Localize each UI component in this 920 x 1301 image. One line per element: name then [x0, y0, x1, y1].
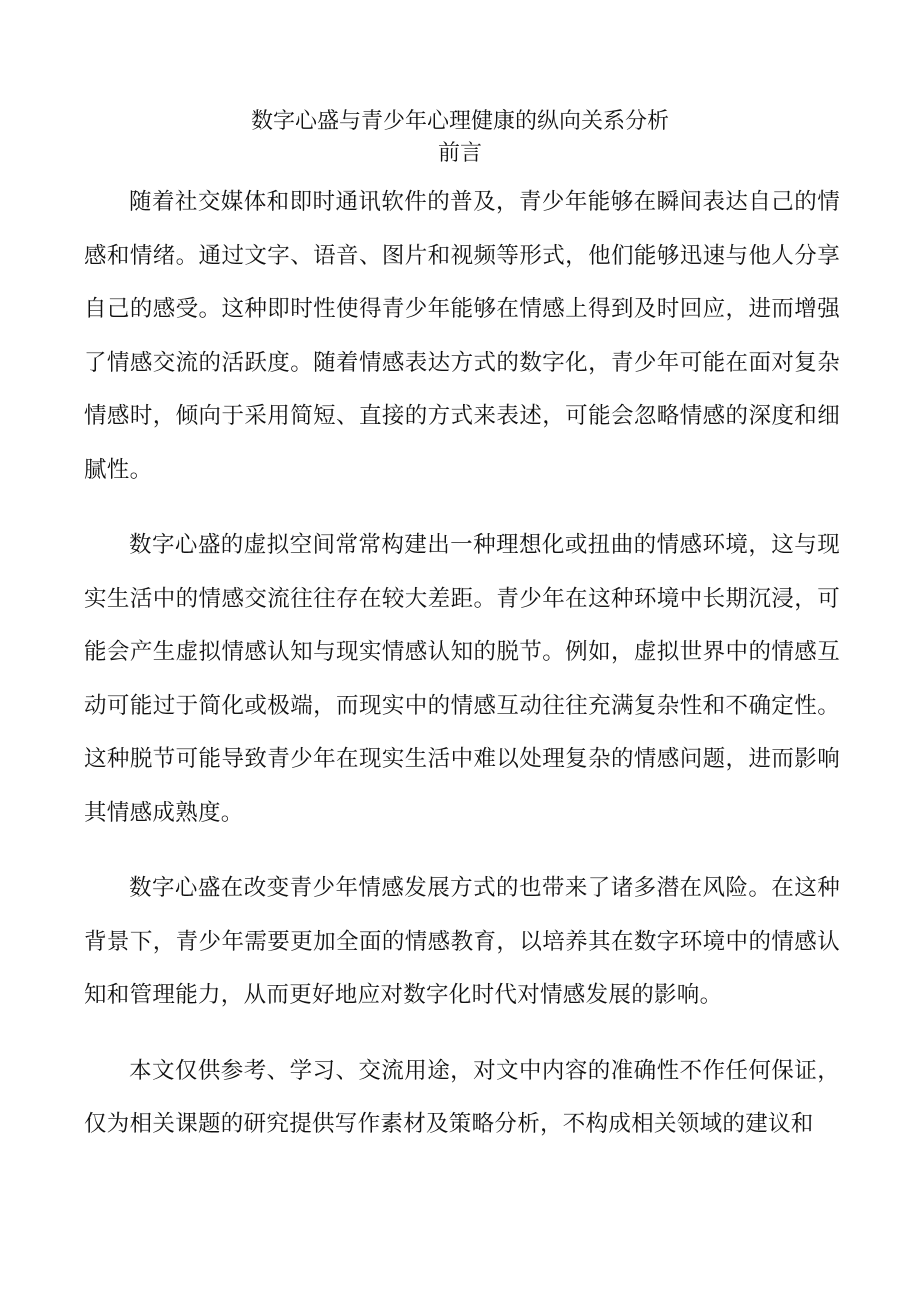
- document-body: [84, 176, 840, 1174]
- paragraph-3: 数字心盛在改变青少年情感发展方式的也带来了诸多潜在风险。在这种背景下，青少年需要更加全面的情感教育，以培养其在数字环境中的情感认知和管理能力，从而更好地应对数字化时代对情感发展的影响。: [84, 875, 840, 1008]
- paragraph-2: 数字心盛的虚拟空间常常构建出一种理想化或扭曲的情感环境，这与现实生活中的情感交流往往存在较大差距。青少年在这种环境中长期沉浸，可能会产生虚拟情感认知与现实情感认知的脱节。例如，虚拟世界中的情感互动可能过于简化或极端，而现实中的情感互动往往充满复杂性和不确定性。这种脱节可能导致青少年在现实生活中难以处理复杂的情感问题，进而影响其情感成熟度。: [84, 532, 840, 826]
- paragraph-4: 本文仅供参考、学习、交流用途，对文中内容的准确性不作任何保证，仅为相关课题的研究提供写作素材及策略分析，不构成相关领域的建议和: [84, 1057, 840, 1137]
- page-title: 数字心盛与青少年心理健康的纵向关系分析: [250, 109, 669, 134]
- section-heading: 前言: [437, 141, 482, 166]
- paragraph-1: 随着社交媒体和即时通讯软件的普及，青少年能够在瞬间表达自己的情感和情绪。通过文字、语音、图片和视频等形式，他们能够迅速与他人分享自己的感受。这种即时性使得青少年能够在情感上得到及时回应，进而增强了情感交流的活跃度。随着情感表达方式的数字化，青少年可能在面对复杂情感时，倾向于采用简短、直接的方式来表述，可能会忽略情感的深度和细腻性。: [84, 189, 840, 483]
